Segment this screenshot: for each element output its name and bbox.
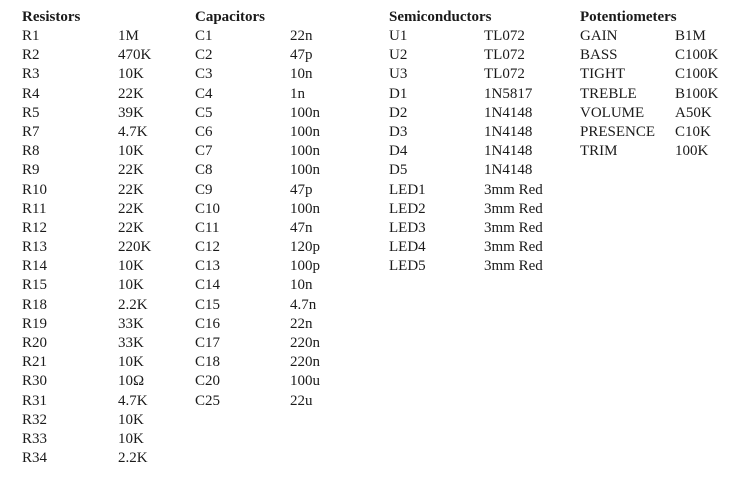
part-reference: C16 (195, 315, 221, 332)
part-row (389, 104, 569, 123)
part-reference: U1 (389, 28, 408, 44)
part-row (580, 65, 740, 84)
part-row (580, 104, 740, 123)
part-row (389, 161, 569, 180)
part-row (22, 411, 182, 430)
part-reference: C9 (195, 181, 213, 198)
part-reference: R3 (22, 66, 40, 83)
part-row (195, 142, 345, 161)
part-value: 1N4148 (484, 143, 533, 160)
part-reference: C6 (195, 123, 213, 140)
part-reference: C14 (195, 277, 221, 294)
part-value: 100n (290, 143, 320, 160)
part-value: 22K (118, 85, 144, 102)
part-row (580, 142, 740, 161)
part-value: 22K (118, 200, 144, 217)
part-value: 470K (118, 47, 152, 64)
part-value: 1N5817 (484, 85, 533, 102)
part-reference: R9 (22, 162, 40, 179)
part-reference: C20 (195, 373, 221, 390)
part-row (195, 334, 345, 353)
part-reference: C2 (195, 47, 213, 64)
part-reference: D2 (389, 104, 408, 121)
capacitors-list (195, 27, 345, 411)
part-reference: D3 (389, 123, 408, 140)
part-value: 47p (290, 47, 313, 64)
part-row (22, 449, 182, 468)
part-value: C100K (675, 66, 719, 83)
part-row (22, 372, 182, 391)
part-reference: C5 (195, 104, 213, 121)
part-reference: R10 (22, 181, 48, 198)
part-value: 22K (118, 181, 144, 198)
part-value: 10K (118, 430, 144, 447)
part-value: 47n (290, 219, 313, 236)
part-value: 3mm Red (484, 239, 543, 256)
part-reference: R2 (22, 47, 40, 64)
part-value: 100n (290, 123, 320, 140)
part-reference: R33 (22, 430, 48, 447)
part-reference: D4 (389, 143, 408, 160)
part-reference: R20 (22, 335, 48, 351)
capacitors-column (195, 8, 345, 411)
part-value: 2.2K (118, 296, 148, 313)
part-row (389, 123, 569, 142)
part-reference: R8 (22, 143, 40, 160)
part-reference: TREBLE (580, 85, 637, 102)
part-value: TL072 (484, 28, 525, 44)
part-value: 22K (118, 162, 144, 179)
part-value: 1N4148 (484, 104, 533, 121)
part-value: 10K (118, 277, 144, 294)
part-reference: R5 (22, 104, 40, 121)
part-value: 39K (118, 104, 144, 121)
part-row (22, 334, 182, 353)
part-row (195, 46, 345, 65)
part-row (389, 142, 569, 161)
part-reference: R15 (22, 277, 48, 294)
part-reference: C1 (195, 28, 213, 44)
part-value: 100p (290, 258, 320, 275)
part-row (195, 65, 345, 84)
part-row (22, 142, 182, 161)
part-row (22, 65, 182, 84)
part-value: 220K (118, 239, 152, 256)
part-row (22, 104, 182, 123)
part-value: 220n (290, 335, 320, 351)
part-row (195, 372, 345, 391)
part-reference: LED2 (389, 200, 426, 217)
part-value: 100n (290, 200, 320, 217)
part-row (195, 27, 345, 46)
part-row (389, 200, 569, 219)
part-row (22, 27, 182, 46)
part-value: 1N4148 (484, 123, 533, 140)
part-value: 4.7K (118, 123, 148, 140)
part-reference: TRIM (580, 143, 618, 160)
part-reference: LED3 (389, 219, 426, 236)
part-row (22, 296, 182, 315)
semiconductors-heading: Semiconductors (389, 9, 492, 25)
part-value: 1M (118, 28, 139, 44)
part-row (195, 161, 345, 180)
part-row (195, 353, 345, 372)
part-value: 100n (290, 162, 320, 179)
part-row (22, 392, 182, 411)
part-reference: TIGHT (580, 66, 625, 83)
part-reference: D1 (389, 85, 408, 102)
part-value: 22u (290, 392, 313, 409)
part-value: 4.7K (118, 392, 148, 409)
part-reference: C10 (195, 200, 221, 217)
semiconductors-column (389, 8, 569, 276)
part-reference: C4 (195, 85, 213, 102)
part-reference: D5 (389, 162, 408, 179)
part-reference: U3 (389, 66, 408, 83)
capacitors-heading: Capacitors (195, 9, 265, 25)
part-row (22, 276, 182, 295)
potentiometers-list (580, 27, 740, 161)
part-value: B1M (675, 28, 706, 44)
part-row (22, 315, 182, 334)
part-value: A50K (675, 104, 712, 121)
part-value: TL072 (484, 66, 525, 83)
part-row (389, 181, 569, 200)
part-row (22, 238, 182, 257)
part-value: 10K (118, 66, 144, 83)
part-value: 10K (118, 143, 144, 160)
part-row (389, 238, 569, 257)
part-value: 220n (290, 354, 320, 371)
part-row (195, 238, 345, 257)
potentiometers-heading: Potentiometers (580, 9, 677, 25)
part-reference: C17 (195, 335, 221, 351)
part-row (580, 27, 740, 46)
part-value: 47p (290, 181, 313, 198)
part-row (195, 257, 345, 276)
part-value: 33K (118, 315, 144, 332)
part-reference: C15 (195, 296, 221, 313)
potentiometers-column (580, 8, 740, 161)
part-row (22, 123, 182, 142)
part-row (22, 200, 182, 219)
part-value: 3mm Red (484, 181, 543, 198)
part-row (389, 65, 569, 84)
part-reference: R32 (22, 411, 48, 428)
part-value: 10n (290, 66, 313, 83)
part-reference: C8 (195, 162, 213, 179)
part-reference: BASS (580, 47, 618, 64)
part-row (389, 85, 569, 104)
part-reference: C25 (195, 392, 221, 409)
part-reference: C12 (195, 239, 221, 256)
part-row (22, 219, 182, 238)
part-reference: LED4 (389, 239, 426, 256)
part-row (22, 46, 182, 65)
part-row (389, 27, 569, 46)
part-row (195, 181, 345, 200)
part-reference: R31 (22, 392, 48, 409)
part-row (580, 85, 740, 104)
part-reference: PRESENCE (580, 123, 656, 140)
part-value: 100u (290, 373, 320, 390)
part-value: 100n (290, 104, 320, 121)
part-row (22, 181, 182, 200)
part-row (22, 85, 182, 104)
part-row (195, 85, 345, 104)
part-value: 33K (118, 335, 144, 351)
part-row (195, 200, 345, 219)
part-row (389, 257, 569, 276)
part-row (580, 123, 740, 142)
part-reference: R30 (22, 373, 48, 390)
part-reference: R4 (22, 85, 40, 102)
part-value: 3mm Red (484, 219, 543, 236)
part-reference: R7 (22, 123, 40, 140)
part-reference: C18 (195, 354, 221, 371)
semiconductors-list (389, 27, 569, 276)
resistors-list (22, 27, 182, 468)
part-value: 4.7n (290, 296, 317, 313)
part-row (580, 46, 740, 65)
part-value: 10Ω (118, 373, 145, 390)
part-value: 1n (290, 85, 305, 102)
part-row (22, 353, 182, 372)
part-reference: C11 (195, 219, 220, 236)
part-value: 3mm Red (484, 200, 543, 217)
part-value: 2.2K (118, 450, 148, 467)
part-value: C100K (675, 47, 719, 64)
part-reference: R14 (22, 258, 48, 275)
resistors-column (22, 8, 182, 468)
part-value: 10K (118, 354, 144, 371)
part-reference: LED1 (389, 181, 426, 198)
part-reference: U2 (389, 47, 408, 64)
part-value: 22K (118, 219, 144, 236)
part-reference: R1 (22, 28, 40, 44)
part-reference: R34 (22, 450, 48, 467)
part-row (195, 104, 345, 123)
resistors-heading: Resistors (22, 9, 81, 25)
part-reference: R12 (22, 219, 48, 236)
part-reference: VOLUME (580, 104, 645, 121)
part-value: 22n (290, 28, 313, 44)
part-reference: R11 (22, 200, 47, 217)
part-value: 3mm Red (484, 258, 543, 275)
part-reference: C13 (195, 258, 221, 275)
part-value: 10n (290, 277, 313, 294)
part-reference: LED5 (389, 258, 426, 275)
part-row (195, 123, 345, 142)
part-row (22, 257, 182, 276)
part-value: 100K (675, 143, 709, 160)
part-row (195, 276, 345, 295)
part-row (195, 315, 345, 334)
part-row (195, 296, 345, 315)
part-reference: R18 (22, 296, 48, 313)
part-value: TL072 (484, 47, 525, 64)
part-reference: GAIN (580, 28, 618, 44)
part-reference: C3 (195, 66, 213, 83)
part-value: C10K (675, 123, 711, 140)
part-reference: C7 (195, 143, 213, 160)
part-row (195, 219, 345, 238)
part-value: 10K (118, 411, 144, 428)
part-value: 22n (290, 315, 313, 332)
part-value: B100K (675, 85, 719, 102)
part-reference: R21 (22, 354, 48, 371)
part-value: 1N4148 (484, 162, 533, 179)
part-value: 120p (290, 239, 320, 256)
part-reference: R19 (22, 315, 48, 332)
part-row (22, 161, 182, 180)
part-value: 10K (118, 258, 144, 275)
part-row (22, 430, 182, 449)
part-row (195, 392, 345, 411)
part-row (389, 219, 569, 238)
part-reference: R13 (22, 239, 48, 256)
part-row (389, 46, 569, 65)
